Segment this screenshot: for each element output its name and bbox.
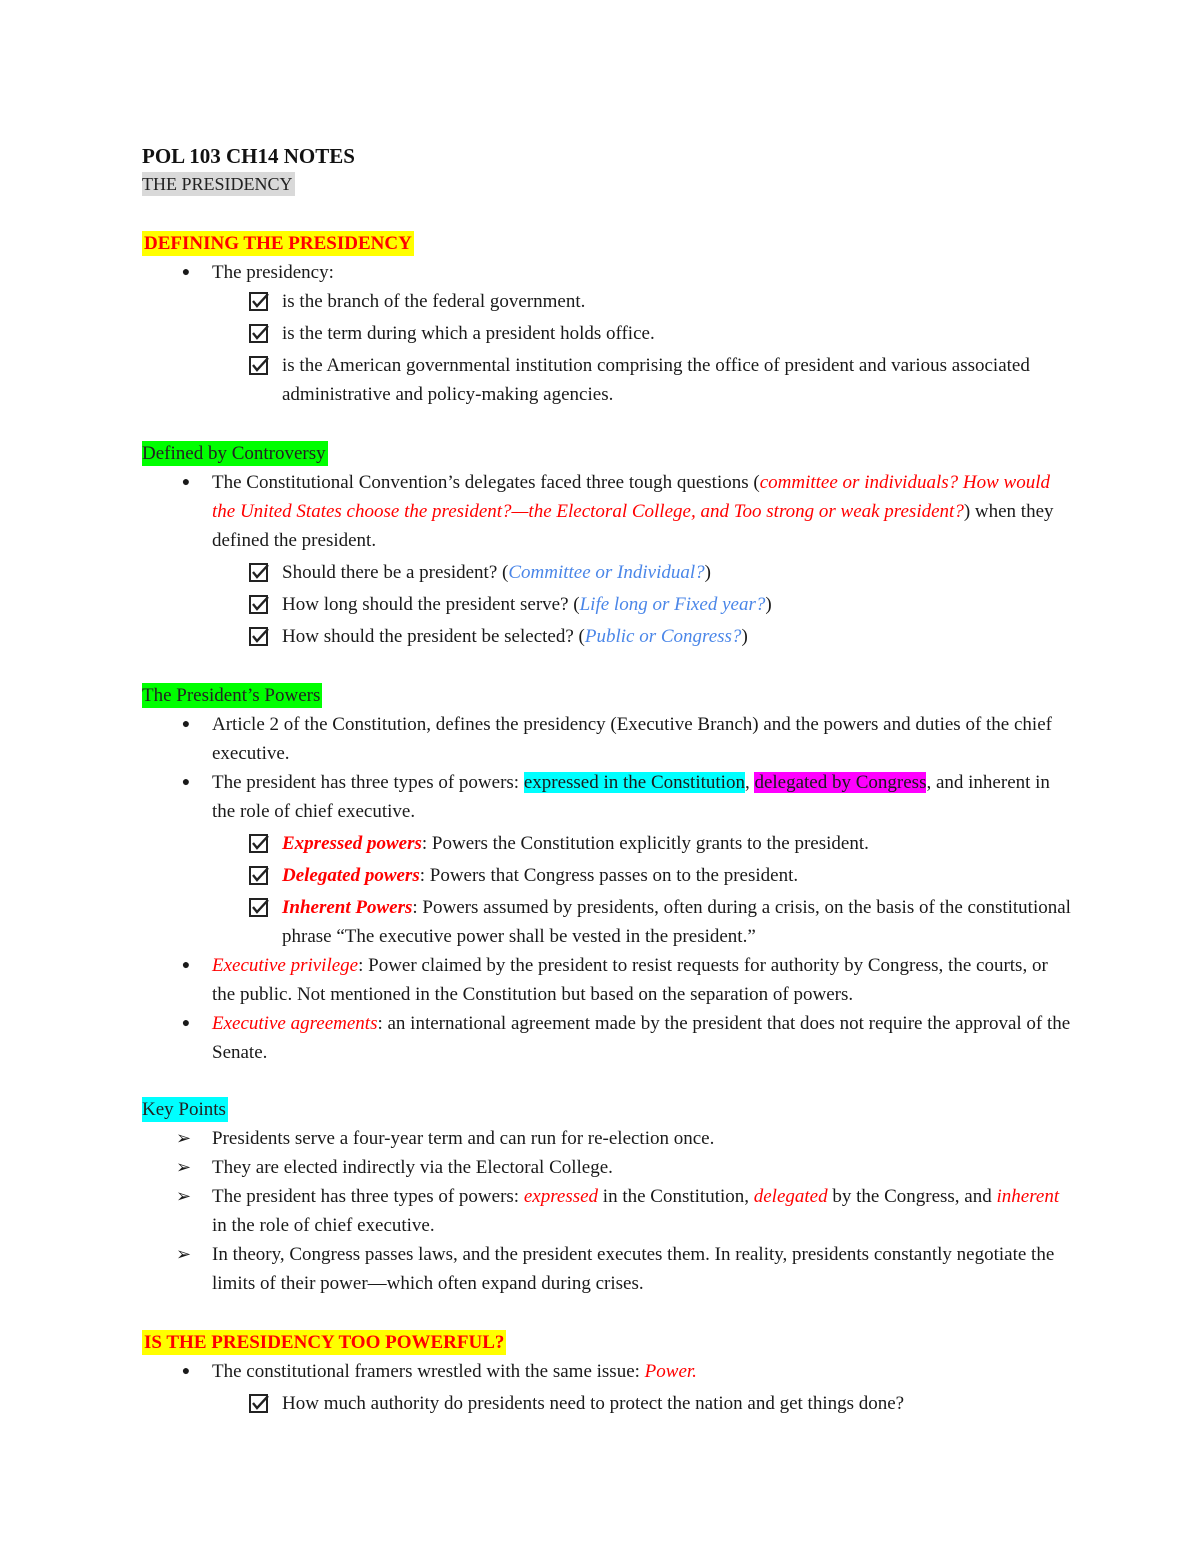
list-item: ● The constitutional framers wrestled with the same issue: Power. How much authority do presidents need to protect the nation and get things done? bbox=[142, 1357, 1072, 1418]
list-item: Should there be a president? (Committee or Individual?) bbox=[142, 558, 1072, 587]
section-heading-key-points: Key Points bbox=[142, 1099, 226, 1120]
checkbox-checked-icon bbox=[248, 355, 270, 377]
list-item: ➢ They are elected indirectly via the Electoral College. bbox=[142, 1153, 1072, 1182]
list-item: Delegated powers: Powers that Congress passes on to the president. bbox=[142, 861, 1072, 890]
list-item: ● The Constitutional Convention’s delegates faced three tough questions (committee or individuals? How would the United States choose the president?—the Electoral College, and Too strong or weak president?) when they defined the president. Should there be a president? (Committee or Individual?) How long should the president serve? (Life long or Fixed year?) How should the president be selected? (Public or Congress?) bbox=[142, 468, 1072, 651]
bullet-dot-icon: ● bbox=[181, 1364, 191, 1379]
bullet-dot-icon: ● bbox=[181, 265, 191, 280]
list-item: ● The presidency: is the branch of the federal government. is the term during which a president holds office. is the American governmental institution comprising the office of president and various associated administrative and policy-making agencies. bbox=[142, 258, 1072, 409]
list-item: ● The president has three types of powers: expressed in the Constitution, delegated by Congress, and inherent in the role of chief executive. Expressed powers: Powers the Constitution explicitly grants to the president. Delegated powers: Powers that Congress passes on to the president. Inherent Powers: Powers assumed by presidents, often during a crisis, on the basis of the constitutional phrase “The executive power shall be vested in the president.” bbox=[142, 768, 1072, 951]
list-item: ● Executive agreements: an international agreement made by the president that does not require the approval of the Senate. bbox=[142, 1009, 1072, 1067]
list-item: Expressed powers: Powers the Constitution explicitly grants to the president. bbox=[142, 829, 1072, 858]
list-item: ➢ In theory, Congress passes laws, and the president executes them. In reality, presidents constantly negotiate the limits of their power—which often expand during crises. bbox=[142, 1240, 1072, 1298]
document-body bbox=[142, 142, 1072, 1418]
section-heading-too-powerful: IS THE PRESIDENCY TOO POWERFUL? bbox=[144, 1332, 505, 1353]
section-controversy bbox=[142, 439, 1072, 651]
list-item: How should the president be selected? (Public or Congress?) bbox=[142, 622, 1072, 651]
arrow-bullet-icon: ➢ bbox=[176, 1128, 192, 1148]
section-heading-defining: DEFINING THE PRESIDENCY bbox=[144, 233, 412, 254]
checkbox-checked-icon bbox=[248, 833, 270, 855]
section-heading-powers: The President’s Powers bbox=[142, 685, 321, 706]
section-powers bbox=[142, 681, 1072, 1067]
checkbox-checked-icon bbox=[248, 562, 270, 584]
list-item: is the term during which a president holds office. bbox=[142, 319, 1072, 348]
bullet-dot-icon: ● bbox=[181, 775, 191, 790]
bullet-dot-icon: ● bbox=[181, 958, 191, 973]
list-item: How much authority do presidents need to protect the nation and get things done? bbox=[142, 1389, 1072, 1418]
checkbox-checked-icon bbox=[248, 1393, 270, 1415]
arrow-bullet-icon: ➢ bbox=[176, 1186, 192, 1206]
section-key-points bbox=[142, 1095, 1072, 1298]
list-item: ● Executive privilege: Power claimed by the president to resist requests for authority by Congress, the courts, or the public. Not mentioned in the Constitution but based on the separation of powers. bbox=[142, 951, 1072, 1009]
bullet-dot-icon: ● bbox=[181, 717, 191, 732]
checkbox-checked-icon bbox=[248, 323, 270, 345]
list-item: How long should the president serve? (Life long or Fixed year?) bbox=[142, 590, 1072, 619]
list-item: is the American governmental institution comprising the office of president and various associated administrative and policy-making agencies. bbox=[142, 351, 1072, 409]
checkbox-checked-icon bbox=[248, 291, 270, 313]
arrow-bullet-icon: ➢ bbox=[176, 1157, 192, 1177]
list-item: Inherent Powers: Powers assumed by presidents, often during a crisis, on the basis of the constitutional phrase “The executive power shall be vested in the president.” bbox=[142, 893, 1072, 951]
arrow-bullet-icon: ➢ bbox=[176, 1244, 192, 1264]
list-item: ➢ Presidents serve a four-year term and can run for re-election once. bbox=[142, 1124, 1072, 1153]
bullet-dot-icon: ● bbox=[181, 1016, 191, 1031]
section-heading-controversy: Defined by Controversy bbox=[142, 443, 326, 464]
list-item: is the branch of the federal government. bbox=[142, 287, 1072, 316]
bullet-dot-icon: ● bbox=[181, 475, 191, 490]
document-subtitle: THE PRESIDENCY bbox=[142, 174, 293, 194]
checkbox-checked-icon bbox=[248, 594, 270, 616]
list-item: ➢ The president has three types of powers: expressed in the Constitution, delegated by the Congress, and inherent in the role of chief executive. bbox=[142, 1182, 1072, 1240]
section-too-powerful bbox=[142, 1328, 1072, 1418]
section-defining bbox=[142, 229, 1072, 409]
checkbox-checked-icon bbox=[248, 865, 270, 887]
checkbox-checked-icon bbox=[248, 626, 270, 648]
checkbox-checked-icon bbox=[248, 897, 270, 919]
document-title: POL 103 CH14 NOTES bbox=[142, 144, 355, 168]
list-item: ● Article 2 of the Constitution, defines the presidency (Executive Branch) and the powers and duties of the chief executive. bbox=[142, 710, 1072, 768]
